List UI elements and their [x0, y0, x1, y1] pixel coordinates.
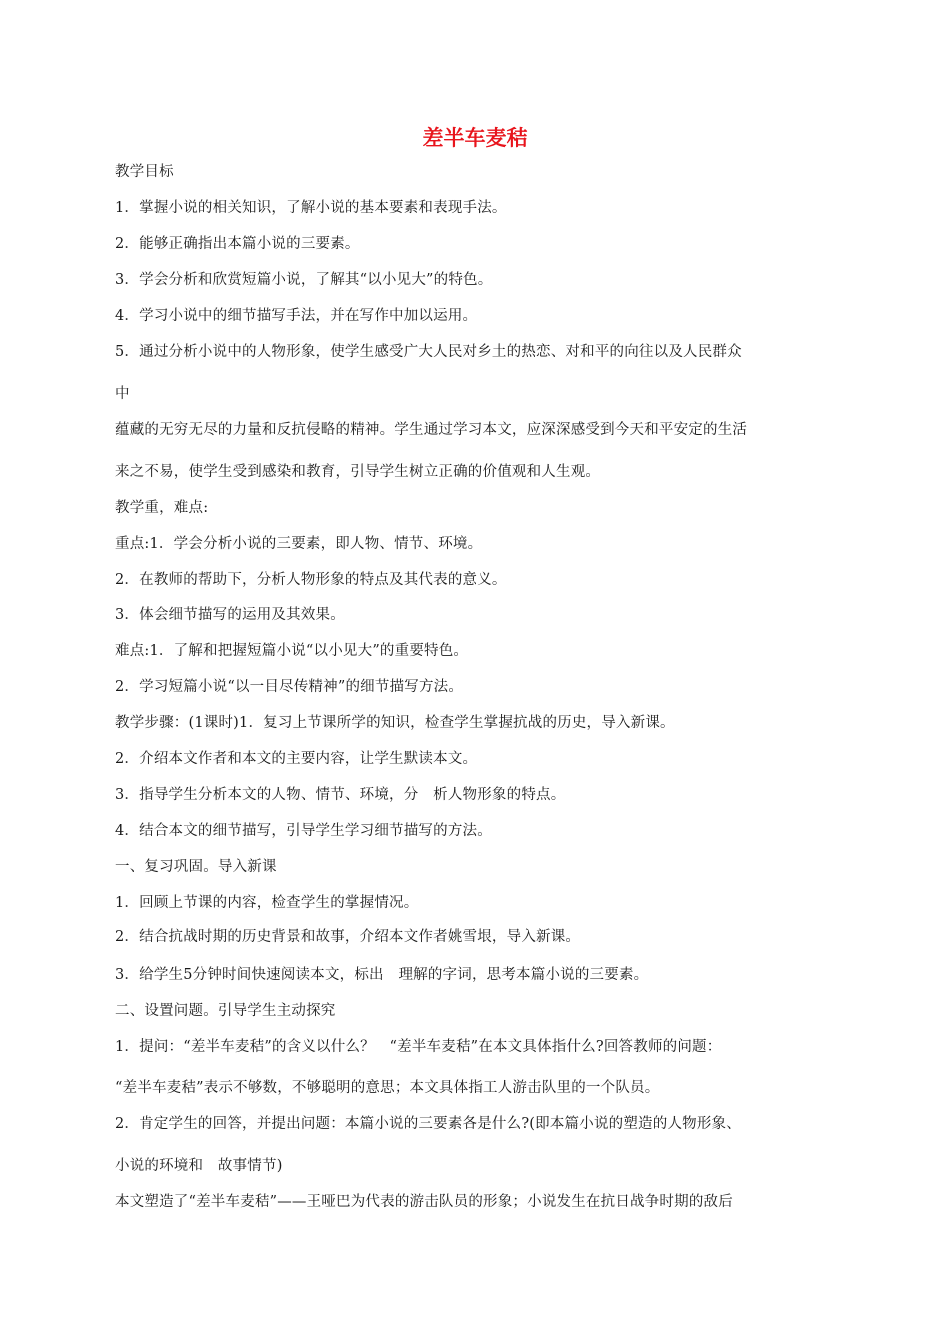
text-line: 中 — [115, 386, 130, 402]
document-title: 差半车麦秸 — [422, 126, 528, 150]
text-line: 来之不易，使学生受到感染和教育，引导学生树立正确的价值观和人生观。 — [115, 464, 601, 480]
text-line: 1．掌握小说的相关知识，了解小说的基本要素和表现手法。 — [115, 200, 507, 216]
text-line: “差半车麦秸”表示不够数，不够聪明的意思；本文具体指工人游击队里的一个队员。 — [115, 1080, 660, 1096]
text-line: 3．学会分析和欣赏短篇小说，了解其“以小见大”的特色。 — [115, 272, 493, 288]
text-line: 2．结合抗战时期的历史背景和故事，介绍本文作者姚雪垠，导入新课。 — [115, 929, 581, 945]
text-line: 3．给学生5分钟时间快速阅读本文，标出 理解的字词，思考本篇小说的三要素。 — [115, 967, 649, 983]
text-line: 教学重，难点: — [115, 500, 209, 516]
text-line: 4．学习小说中的细节描写手法，并在写作中加以运用。 — [115, 308, 478, 324]
text-line: 2．肯定学生的回答，并提出问题：本篇小说的三要素各是什么?(即本篇小说的塑造的人物形象、 — [115, 1116, 741, 1132]
text-line: 4．结合本文的细节描写，引导学生学习细节描写的方法。 — [115, 823, 492, 839]
text-line: 5．通过分析小说中的人物形象，使学生感受广大人民对乡土的热恋、对和平的向往以及人民群众 — [115, 344, 742, 360]
text-line: 2．学习短篇小说“以一目尽传精神”的细节描写方法。 — [115, 679, 464, 695]
text-line: 本文塑造了“差半车麦秸”——王哑巴为代表的游击队员的形象；小说发生在抗日战争时期的敌后 — [115, 1194, 733, 1210]
text-line: 2．在教师的帮助下，分析人物形象的特点及其代表的意义。 — [115, 572, 507, 588]
text-line: 3．体会细节描写的运用及其效果。 — [115, 607, 345, 623]
text-line: 1．回顾上节课的内容，检查学生的掌握情况。 — [115, 895, 419, 911]
text-line: 小说的环境和 故事情节) — [115, 1158, 283, 1174]
text-line: 1．提问：“差半车麦秸”的含义以什么？ “差半车麦秸”在本文具体指什么?回答教师的问题： — [115, 1039, 722, 1055]
text-line: 难点:1．了解和把握短篇小说“以小见大”的重要特色。 — [115, 643, 469, 659]
text-line: 蕴藏的无穷无尽的力量和反抗侵略的精神。学生通过学习本文，应深深感受到今天和平安定的生活 — [115, 422, 748, 438]
text-line: 教学步骤：(1课时)1．复习上节课所学的知识，检查学生掌握抗战的历史，导入新课。 — [115, 715, 675, 731]
text-line: 一、复习巩固。导入新课 — [115, 859, 277, 875]
text-line: 2．能够正确指出本篇小说的三要素。 — [115, 236, 360, 252]
text-line: 教学目标 — [115, 164, 174, 180]
text-line: 2．介绍本文作者和本文的主要内容，让学生默读本文。 — [115, 751, 478, 767]
text-line: 3．指导学生分析本文的人物、情节、环境，分 析人物形象的特点。 — [115, 787, 566, 803]
text-line: 二、设置问题。引导学生主动探究 — [115, 1003, 336, 1019]
text-line: 重点:1．学会分析小说的三要素，即人物、情节、环境。 — [115, 536, 483, 552]
